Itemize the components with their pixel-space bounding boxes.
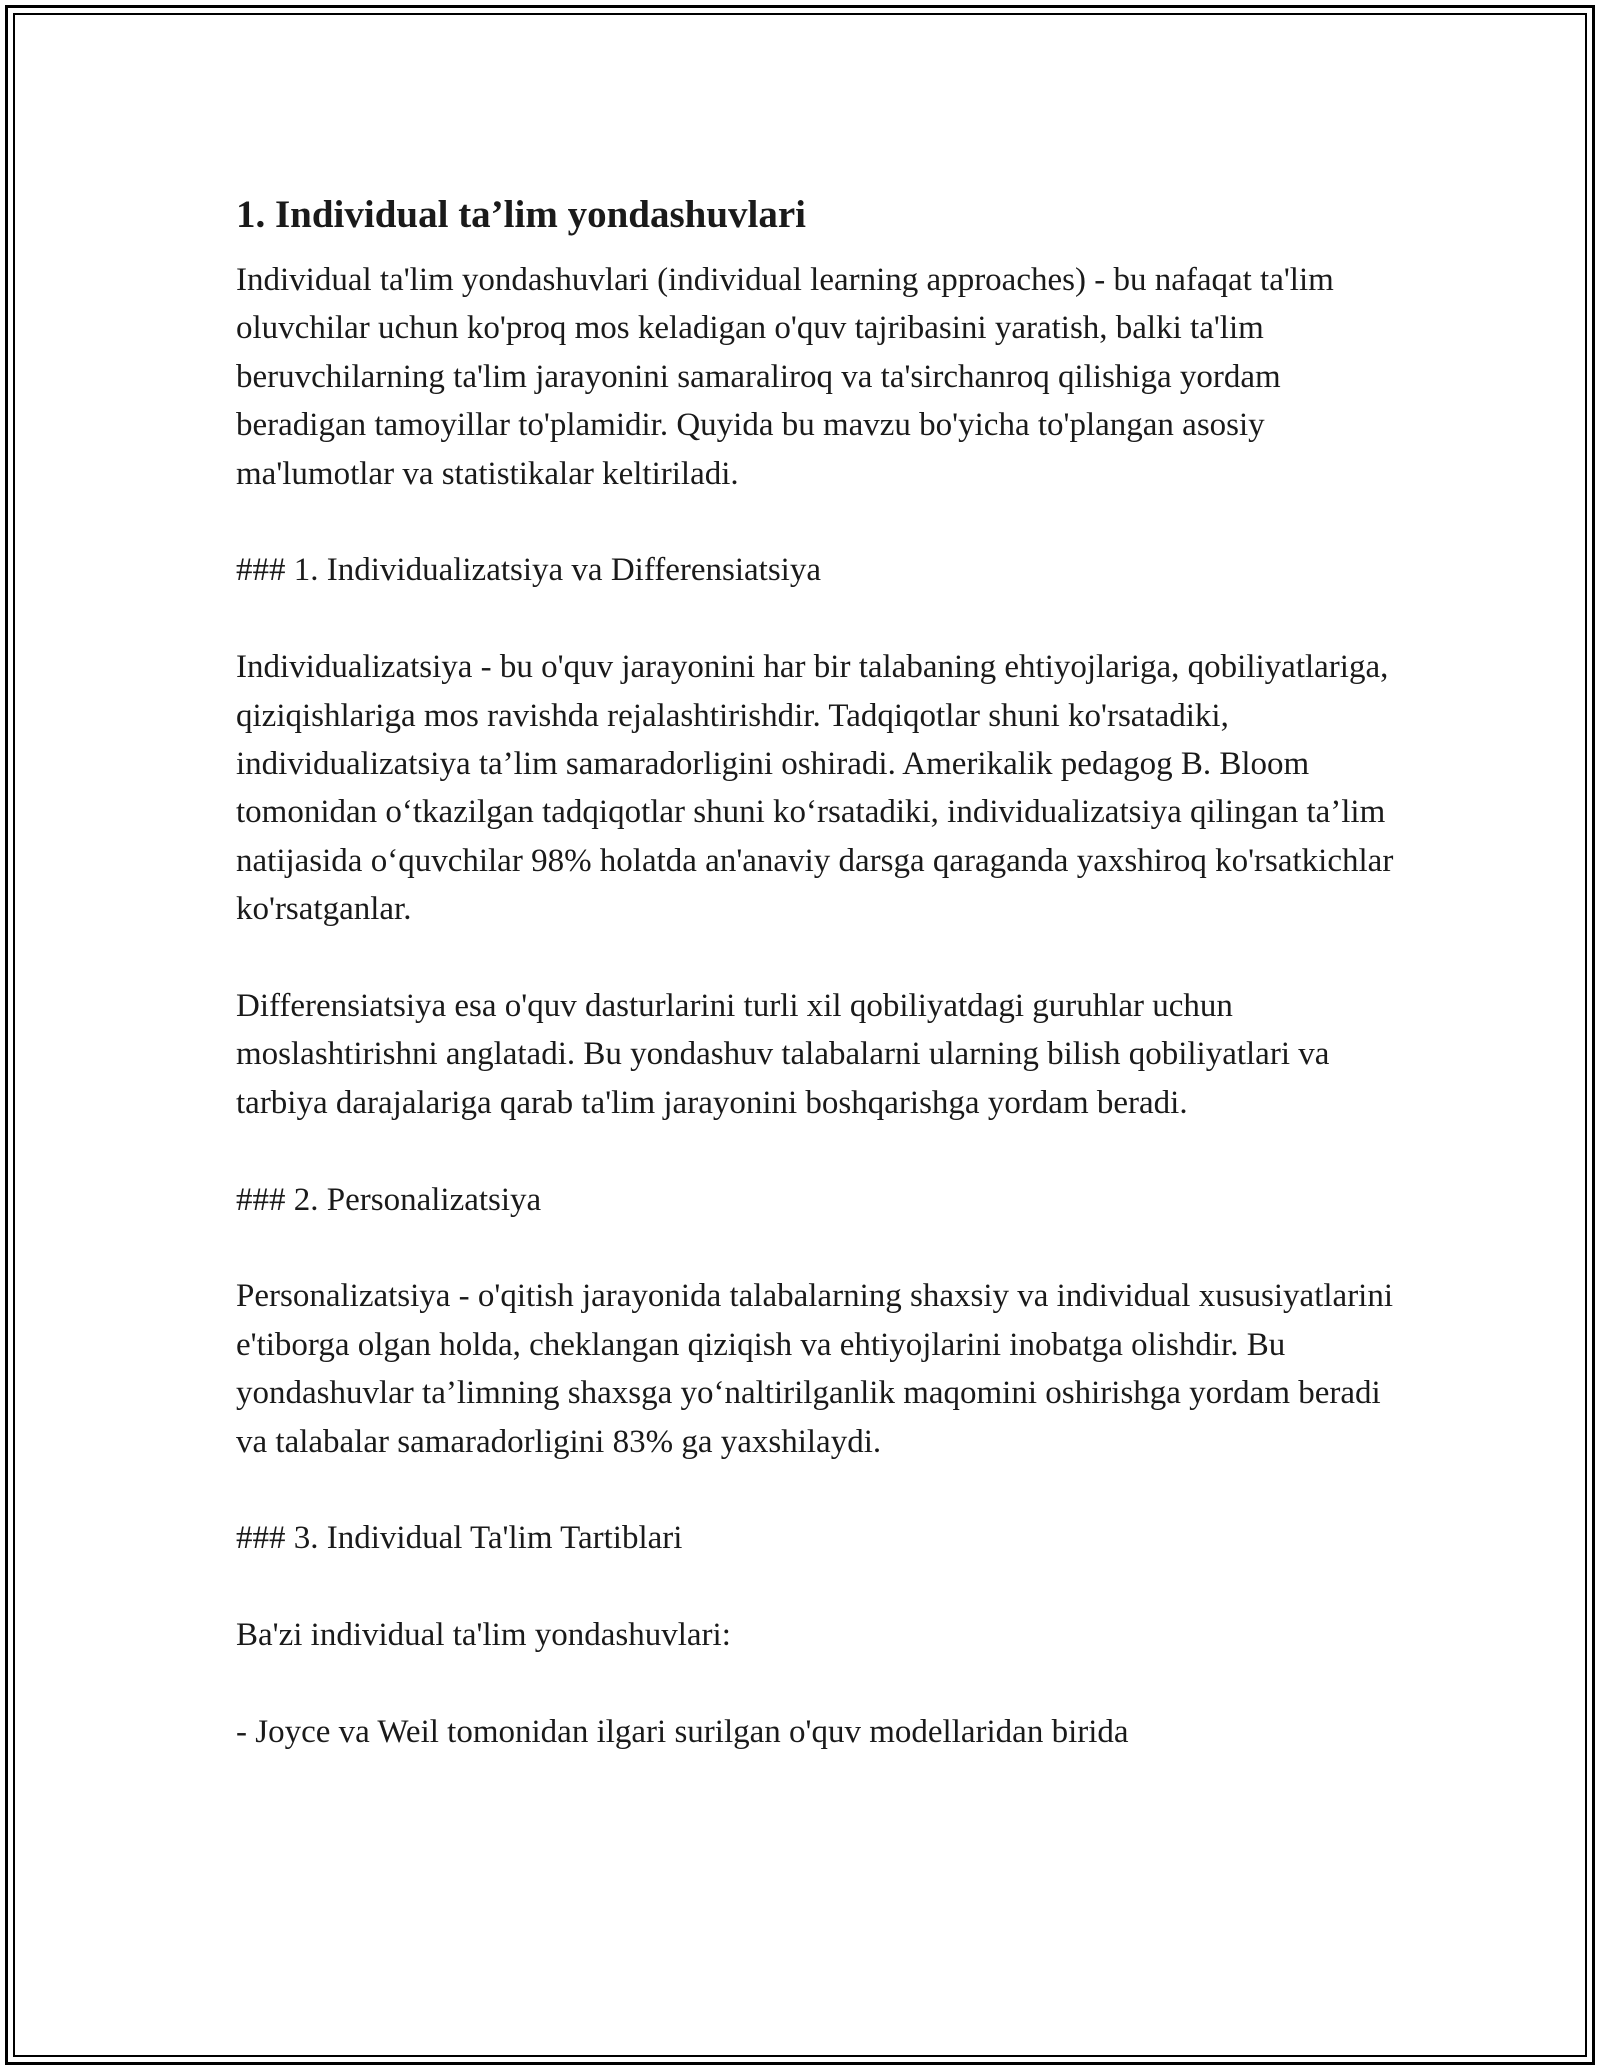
document-body xyxy=(236,186,1396,1756)
spacer xyxy=(236,1466,1396,1514)
paragraph-individualization: Individualizatsiya - bu o'quv jarayonini har bir talabaning ehtiyojlariga, qobiliyatlariga, qiziqishlariga mos ravishda rejalashtirishdir. Tadqiqotlar shuni ko'rsatadiki, individualizatsiya ta’lim samaradorligini oshiradi. Amerikalik pedagog B. Bloom tomonidan o‘tkazilgan tadqiqotlar shuni ko‘rsatadiki, individualizatsiya qilingan ta’lim natijasida o‘quvchilar 98% holatda an'anaviy darsga qaraganda yaxshiroq ko'rsatkichlar ko'rsatganlar. xyxy=(236,649,1394,928)
spacer xyxy=(236,1224,1396,1272)
spacer xyxy=(236,1660,1396,1708)
paragraph-approaches-intro: Ba'zi individual ta'lim yondashuvlari: xyxy=(236,1617,731,1654)
paragraph-differentiation: Differensiatsiya esa o'quv dasturlarini turli xil qobiliyatdagi guruhlar uchun moslashtirishni anglatadi. Bu yondashuv talabalarni ularning bilish qobiliyatlari va tarbiya darajalariga qarab ta'lim jarayonini boshqarishga yordam beradi. xyxy=(236,988,1330,1121)
list-item: - Joyce va Weil tomonidan ilgari surilgan o'quv modellaridan birida xyxy=(236,1714,1129,1751)
spacer xyxy=(236,1563,1396,1611)
spacer xyxy=(236,498,1396,546)
spacer xyxy=(236,934,1396,982)
section-heading-3: ### 3. Individual Ta'lim Tartiblari xyxy=(236,1520,683,1557)
spacer xyxy=(236,595,1396,643)
section-heading-2: ### 2. Personalizatsiya xyxy=(236,1181,542,1218)
intro-paragraph: Individual ta'lim yondashuvlari (individual learning approaches) - bu nafaqat ta'lim oluvchilar uchun ko'proq mos keladigan o'quv tajribasini yaratish, balki ta'lim beruvchilarning ta'lim jarayonini samaraliroq va ta'sirchanroq qilishiga yordam beradigan tamoyillar to'plamidir. Quyida bu mavzu bo'yicha to'plangan asosiy ma'lumotlar va statistikalar keltiriladi. xyxy=(236,262,1334,492)
section-heading-1: ### 1. Individualizatsiya va Differensiatsiya xyxy=(236,552,821,589)
paragraph-personalization: Personalizatsiya - o'qitish jarayonida talabalarning shaxsiy va individual xususiyatlarini e'tiborga olgan holda, cheklangan qiziqish va ehtiyojlarini inobatga olishdir. Bu yondashuvlar ta’limning shaxsga yo‘naltirilganlik maqomini oshirishga yordam beradi va talabalar samaradorligini 83% ga yaxshilaydi. xyxy=(236,1278,1394,1460)
spacer xyxy=(236,1127,1396,1175)
document-title: 1. Individual ta’lim yondashuvlari xyxy=(236,193,806,236)
